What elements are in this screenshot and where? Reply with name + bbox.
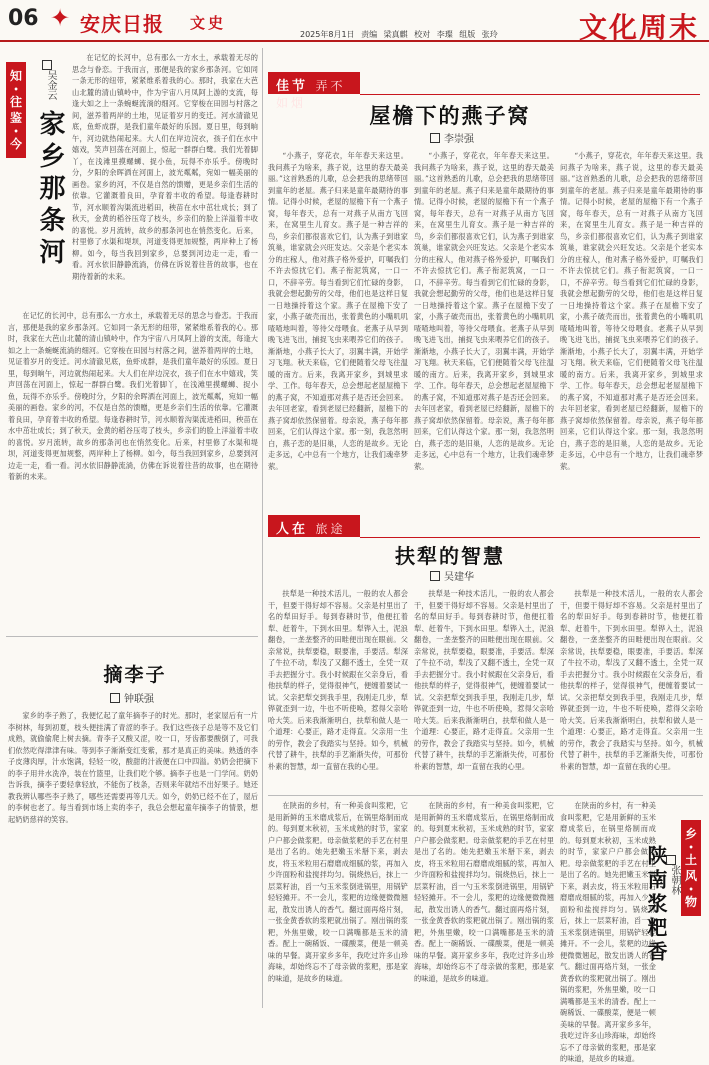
article-body-col2: 扶犁是一种技术活儿，一般的农人都会干，但要干得好却不容易。父亲是村里出了名的犁田好手。每到春耕时节，他便扛着犁、赶着牛，下到水田里。犁铧入土，泥浪翻卷，一垄垄整齐的田畦便出现在眼前。父亲常说，扶犁要稳，眼要准，手要活。犁深了牛拉不动，犁浅了又翻不透土，全凭一双手去把握分寸。我小时候跟在父亲身后，看他扶犁的样子，觉得很神气，便缠着要试一试。父亲把犁交到我手里，我刚走几步，犁铧就歪到一边，牛也不听使唤，惹得父亲哈哈大笑。后来我渐渐明白，扶犁和做人是一个道理：心要正，路才走得直。父亲用一生的劳作，教会了我踏实与坚持。如今，机械代替了耕牛，扶犁的手艺渐渐失传，可那份朴素的智慧，却一直留在我的心里。 xyxy=(414,589,554,771)
article-body: “小燕子，穿花衣，年年春天来这里。我问燕子为啥来，燕子说，这里的春天最美丽。”这首熟悉的儿歌，总会把我的思绪带回到童年的老屋。燕子归来是童年最期待的事情。记得小时候，老屋的屋檐下有一个燕子窝，每年春天，总有一对燕子从南方飞回来，在窝里生儿育女。燕子是一种吉祥的鸟，乡亲们都很喜欢它们，认为燕子到谁家筑巢，谁家就会兴旺发达。父亲是个老实本分的庄稼人，他对燕子格外爱护，叮嘱我们不许去惊扰它们。燕子衔泥筑窝，一口一口，不辞辛劳。每当看到它们忙碌的身影，我就会想起勤劳的父母，他们也是这样日复一日地操持着这个家。燕子在屋檐下安了家，小燕子破壳而出，张着黄色的小嘴叽叽喳喳地叫着，等待父母喂食。老燕子从早到晚飞进飞出，捕捉飞虫来喂养它们的孩子。渐渐地，小燕子长大了，羽翼丰满，开始学习飞翔。秋天来临，它们便随着父母飞往温暖的南方。后来，我离开家乡，到城里求学、工作。每年春天，总会想起老屋屋檐下的燕子窝，不知道那对燕子是否还会回来。去年回老家，看到老屋已经翻新，屋檐下的燕子窝却依然保留着。母亲说，燕子每年都回来，它们认得这个家。那一刻，我忽然明白，燕子恋的是旧巢，人恋的是故乡。无论走多远，心中总有一个地方，让我们魂牵梦萦。 xyxy=(268,151,408,471)
page-header xyxy=(0,0,709,42)
article-title: 屋檐下的燕子窝 xyxy=(369,103,531,128)
column-tag-line xyxy=(360,537,700,538)
article-title: 摘李子 xyxy=(103,664,167,686)
author-box-icon xyxy=(42,60,52,70)
article-body: 扶犁是一种技术活儿，一般的农人都会干，但要干得好却不容易。父亲是村里出了名的犁田好手。每到春耕时节，他便扛着犁、赶着牛，下到水田里。犁铧入土，泥浪翻卷，一垄垄整齐的田畦便出现在眼前。父亲常说，扶犁要稳，眼要准，手要活。犁深了牛拉不动，犁浅了又翻不透土，全凭一双手去把握分寸。我小时候跟在父亲身后，看他扶犁的样子，觉得很神气，便缠着要试一试。父亲把犁交到我手里，我刚走几步，犁铧就歪到一边，牛也不听使唤，惹得父亲哈哈大笑。后来我渐渐明白，扶犁和做人是一个道理：心要正，路才走得直。父亲用一生的劳作，教会了我踏实与坚持。如今，机械代替了耕牛，扶犁的手艺渐渐失传，可那份朴素的智慧，却一直留在我的心里。 xyxy=(268,589,408,771)
article-author: 张朝林 xyxy=(666,855,682,895)
column-tag: 人在 旅途 xyxy=(268,515,360,537)
section-divider xyxy=(268,795,703,796)
page-number: 06 xyxy=(8,6,39,31)
author-box-icon xyxy=(430,571,440,581)
newspaper-logo: 安庆日报 xyxy=(80,12,164,36)
article-body: 在陕南的乡村，有一种美食叫浆粑，它是用新鲜的玉米磨成浆后，在锅里烙制而成的。每到夏末秋初，玉米成熟的时节，家家户户都会做浆粑。母亲做浆粑的手艺在村里是出了名的。她先把嫩玉米掰下来，剥去皮，将玉米粒用石磨磨成细腻的浆，再加入少许面粉和盐搅拌均匀。锅烧热后，抹上一层菜籽油，舀一勺玉米浆倒进锅里，用锅铲轻轻摊开。不一会儿，浆粑的边缘便微微翘起，散发出诱人的香气。翻过面再烙片刻，一张金黄香软的浆粑就出锅了。刚出锅的浆粑，外焦里嫩，咬一口满嘴都是玉米的清香。配上一碗稀饭、一碟酸菜，便是一顿美味的早餐。离开家乡多年，我吃过许多山珍海味，却始终忘不了母亲做的浆粑，那是家的味道，是故乡的味道。 xyxy=(268,801,408,983)
column-tag: 佳节 弄不如烟 xyxy=(268,72,360,94)
section-divider xyxy=(6,636,258,637)
article-title: 陕南浆粑香 xyxy=(644,845,668,965)
article-body-col2: “小燕子，穿花衣，年年春天来这里。我问燕子为啥来，燕子说，这里的春天最美丽。”这首熟悉的儿歌，总会把我的思绪带回到童年的老屋。燕子归来是童年最期待的事情。记得小时候，老屋的屋檐下有一个燕子窝，每年春天，总有一对燕子从南方飞回来，在窝里生儿育女。燕子是一种吉祥的鸟，乡亲们都很喜欢它们，认为燕子到谁家筑巢，谁家就会兴旺发达。父亲是个老实本分的庄稼人，他对燕子格外爱护，叮嘱我们不许去惊扰它们。燕子衔泥筑窝，一口一口，不辞辛劳。每当看到它们忙碌的身影，我就会想起勤劳的父母，他们也是这样日复一日地操持着这个家。燕子在屋檐下安了家，小燕子破壳而出，张着黄色的小嘴叽叽喳喳地叫着，等待父母喂食。老燕子从早到晚飞进飞出，捕捉飞虫来喂养它们的孩子。渐渐地，小燕子长大了，羽翼丰满，开始学习飞翔。秋天来临，它们便随着父母飞往温暖的南方。后来，我离开家乡，到城里求学、工作。每年春天，总会想起老屋屋檐下的燕子窝，不知道那对燕子是否还会回来。去年回老家，看到老屋已经翻新，屋檐下的燕子窝却依然保留着。母亲说，燕子每年都回来，它们认得这个家。那一刻，我忽然明白，燕子恋的是旧巢，人恋的是故乡。无论走多远，心中总有一个地方，让我们魂牵梦萦。 xyxy=(414,151,554,471)
author-box-icon xyxy=(430,133,440,143)
article-body-col3: 在陕南的乡村，有一种美食叫浆粑，它是用新鲜的玉米磨成浆后，在锅里烙制而成的。每到夏末秋初，玉米成熟的时节，家家户户都会做浆粑。母亲做浆粑的手艺在村里是出了名的。她先把嫩玉米掰下来，剥去皮，将玉米粒用石磨磨成细腻的浆，再加入少许面粉和盐搅拌均匀。锅烧热后，抹上一层菜籽油，舀一勺玉米浆倒进锅里，用锅铲轻轻摊开。不一会儿，浆粑的边缘便微微翘起，散发出诱人的香气。翻过面再烙片刻，一张金黄香软的浆粑就出锅了。刚出锅的浆粑，外焦里嫩，咬一口满嘴都是玉米的清香。配上一碗稀饭、一碟酸菜，便是一顿美味的早餐。离开家乡多年，我吃过许多山珍海味，却始终忘不了母亲做的浆粑，那是家的味道，是故乡的味道。 xyxy=(560,801,656,1063)
column-label-right: 乡 • 土 风 • 物 xyxy=(681,820,701,916)
article-author: 吴金云 xyxy=(42,60,58,100)
article-body-col3: “小燕子，穿花衣，年年春天来这里。我问燕子为啥来，燕子说，这里的春天最美丽。”这首熟悉的儿歌，总会把我的思绪带回到童年的老屋。燕子归来是童年最期待的事情。记得小时候，老屋的屋檐下有一个燕子窝，每年春天，总有一对燕子从南方飞回来，在窝里生儿育女。燕子是一种吉祥的鸟，乡亲们都很喜欢它们，认为燕子到谁家筑巢，谁家就会兴旺发达。父亲是个老实本分的庄稼人，他对燕子格外爱护，叮嘱我们不许去惊扰它们。燕子衔泥筑窝，一口一口，不辞辛劳。每当看到它们忙碌的身影，我就会想起勤劳的父母，他们也是这样日复一日地操持着这个家。燕子在屋檐下安了家，小燕子破壳而出，张着黄色的小嘴叽叽喳喳地叫着，等待父母喂食。老燕子从早到晚飞进飞出，捕捉飞虫来喂养它们的孩子。渐渐地，小燕子长大了，羽翼丰满，开始学习飞翔。秋天来临，它们便随着父母飞往温暖的南方。后来，我离开家乡，到城里求学、工作。每年春天，总会想起老屋屋檐下的燕子窝，不知道那对燕子是否还会回来。去年回老家，看到老屋已经翻新，屋檐下的燕子窝却依然保留着。母亲说，燕子每年都回来，它们认得这个家。那一刻，我忽然明白，燕子恋的是旧巢，人恋的是故乡。无论走多远，心中总有一个地方，让我们魂牵梦萦。 xyxy=(560,151,703,471)
article-title: 扶犁的智慧 xyxy=(395,544,505,568)
article-author: 吴建华 xyxy=(430,568,474,583)
article-body-col3: 扶犁是一种技术活儿，一般的农人都会干，但要干得好却不容易。父亲是村里出了名的犁田好手。每到春耕时节，他便扛着犁、赶着牛，下到水田里。犁铧入土，泥浪翻卷，一垄垄整齐的田畦便出现在眼前。父亲常说，扶犁要稳，眼要准，手要活。犁深了牛拉不动，犁浅了又翻不透土，全凭一双手去把握分寸。我小时候跟在父亲身后，看他扶犁的样子，觉得很神气，便缠着要试一试。父亲把犁交到我手里，我刚走几步，犁铧就歪到一边，牛也不听使唤，惹得父亲哈哈大笑。后来我渐渐明白，扶犁和做人是一个道理：心要正，路才走得直。父亲用一生的劳作，教会了我踏实与坚持。如今，机械代替了耕牛，扶犁的手艺渐渐失传，可那份朴素的智慧，却一直留在我的心里。 xyxy=(560,589,703,771)
column-label-left: 知 • 往 鉴 • 今 xyxy=(6,62,26,158)
article-body-col2: 在陕南的乡村，有一种美食叫浆粑，它是用新鲜的玉米磨成浆后，在锅里烙制而成的。每到夏末秋初，玉米成熟的时节，家家户户都会做浆粑。母亲做浆粑的手艺在村里是出了名的。她先把嫩玉米掰下来，剥去皮，将玉米粒用石磨磨成细腻的浆，再加入少许面粉和盐搅拌均匀。锅烧热后，抹上一层菜籽油，舀一勺玉米浆倒进锅里，用锅铲轻轻摊开。不一会儿，浆粑的边缘便微微翘起，散发出诱人的香气。翻过面再烙片刻，一张金黄香软的浆粑就出锅了。刚出锅的浆粑，外焦里嫩，咬一口满嘴都是玉米的清香。配上一碗稀饭、一碟酸菜，便是一顿美味的早餐。离开家乡多年，我吃过许多山珍海味，却始终忘不了母亲做的浆粑，那是家的味道，是故乡的味道。 xyxy=(414,801,554,983)
article-body: 家乡的李子熟了，我便忆起了童年摘李子的时光。那时，老家屋后有一片李树林，每到初夏，枝头便挂满了青涩的李子。我们这些孩子总是等不及它们成熟，就偷偷爬上树去摘。青李子又酸又涩，咬一口，牙齿都要酸倒了，可我们依然吃得津津有味。等到李子渐渐变红变紫，那才是真正的美味。熟透的李子皮薄肉厚，汁水饱满，轻轻一咬，酸甜的汁液便在口中四溢。奶奶会把摘下的李子用井水洗净，装在竹篮里，让我们吃个够。摘李子也是一门学问。奶奶告诉我，摘李子要轻拿轻放，不能伤了枝条，否则来年就结不出好果子。她还教我辨认哪些李子熟了，哪些还需要再等几天。如今，奶奶已经不在了，屋后的李树也老了。每当看到市场上卖的李子，我总会想起童年摘李子的情景，想起奶奶慈祥的笑容。 xyxy=(8,711,258,824)
article-body-continued: 在记忆的长河中，总有那么一方水土，承载着无尽的思念与眷恋。于我而言，那便是我的家乡那条河。它如同一条无形的纽带，紧紧维系着我的心。那时，我家在大芭山北麓的清山镇岭中，作为宇宙八月凤阿上游的支流，每逢大如之上一条蜿蜒流淌的细河。它穿梭在田园与村落之间，滋养着两岸的土地，见证着岁月的变迁。河水清澈见底，鱼虾成群，是我们童年最好的乐园。夏日里，每到晌午，河边就热闹起来。大人们在岸边浣衣，孩子们在水中嬉戏，笑声回荡在河面上，惊起一群群白鹭。我们光着脚丫，在浅滩里摸螺蛳、捉小鱼，玩得不亦乐乎。傍晚时分，夕阳的余晖洒在河面上，波光粼粼，宛如一幅美丽的画卷。家乡的河，不仅是自然的馈赠，更是乡亲们生活的依靠。它灌溉着良田，孕育着丰收的希望。每逢春耕时节，河水顺着沟渠流进稻田，秧苗在水中茁壮成长；到了秋天，金黄的稻谷压弯了枝头，乡亲们的脸上洋溢着丰收的喜悦。岁月流转，故乡的那条河也在悄然变化。后来，村里修了水渠和堤坝，河道变得更加规整，两岸种上了杨柳。如今，每当我回到家乡，总要到河边走一走，看一看。河水依旧静静流淌，仿佛在诉说着往昔的故事，也在期待着新的未来。 xyxy=(8,311,258,481)
section-tag: 文史 xyxy=(190,14,227,32)
section-title: 文化周末 xyxy=(578,11,699,44)
author-box-icon xyxy=(666,855,676,865)
newspaper-logo-icon: ✦ xyxy=(50,4,71,32)
column-divider xyxy=(262,48,263,1008)
article-title: 家乡那条河 xyxy=(35,110,65,270)
column-tag-line xyxy=(360,94,700,95)
issue-info: 2025年8月1日 责编 梁真麒 校对 李璨 组版 张玲 xyxy=(300,30,498,39)
article-author: 钟联强 xyxy=(110,690,154,705)
article-body: 在记忆的长河中，总有那么一方水土，承载着无尽的思念与眷恋。于我而言，那便是我的家乡那条河。它如同一条无形的纽带，紧紧维系着我的心。那时，我家在大芭山北麓的清山镇岭中，作为宇宙八月凤阿上游的支流，每逢大如之上一条蜿蜒流淌的细河。它穿梭在田园与村落之间，滋养着两岸的土地，见证着岁月的变迁。河水清澈见底，鱼虾成群，是我们童年最好的乐园。夏日里，每到晌午，河边就热闹起来。大人们在岸边浣衣，孩子们在水中嬉戏，笑声回荡在河面上，惊起一群群白鹭。我们光着脚丫，在浅滩里摸螺蛳、捉小鱼，玩得不亦乐乎。傍晚时分，夕阳的余晖洒在河面上，波光粼粼，宛如一幅美丽的画卷。家乡的河，不仅是自然的馈赠，更是乡亲们生活的依靠。它灌溉着良田，孕育着丰收的希望。每逢春耕时节，河水顺着沟渠流进稻田，秧苗在水中茁壮成长；到了秋天，金黄的稻谷压弯了枝头，乡亲们的脸上洋溢着丰收的喜悦。岁月流转，故乡的那条河也在悄然变化。后来，村里修了水渠和堤坝，河道变得更加规整，两岸种上了杨柳。如今，每当我回到家乡，总要到河边走一走，看一看。河水依旧静静流淌，仿佛在诉说着往昔的故事，也在期待着新的未来。 xyxy=(72,53,258,281)
author-box-icon xyxy=(110,693,120,703)
article-author: 李崇强 xyxy=(430,130,474,145)
